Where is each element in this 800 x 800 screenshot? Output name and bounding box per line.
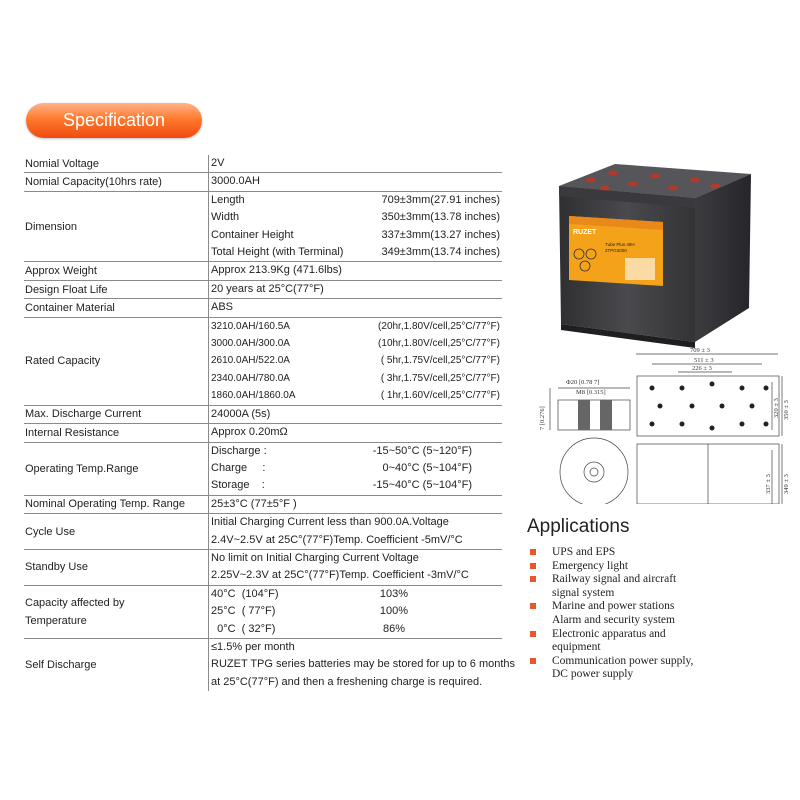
row-value: 20 years at 25°C(77°F) [211, 282, 324, 295]
row-container-material [24, 299, 502, 317]
temp-value: -15~50°C (5~120°F) [372, 444, 472, 457]
row-label: Self Discharge [25, 659, 97, 672]
dim-label: 337 ± 3 [765, 474, 772, 494]
row-label-line: Capacity affected by [25, 596, 125, 609]
standby-line: 2.25V~2.3V at 25C°(77°F)Temp. Coefficient -3mV/°C [211, 569, 469, 582]
row-label: Max. Discharge Current [25, 408, 142, 421]
row-approx-weight [24, 262, 502, 280]
bullet-icon [530, 631, 536, 637]
temp-point: 25°C ( 77°F) [211, 605, 276, 618]
row-nominal-voltage [24, 155, 502, 173]
capacity-condition: (10hr,1.80V/cell,25°C/77°F) [378, 338, 500, 350]
row-standby-use [24, 550, 502, 586]
row-value: 2V [211, 157, 225, 169]
dim-label: 320 ± 3 [773, 398, 780, 418]
row-value: 3000.0AH [211, 175, 260, 188]
row-value: 24000A (5s) [211, 407, 271, 420]
temp-name: Storage : [211, 479, 265, 492]
bullet-icon [530, 549, 536, 555]
dim-label: 7 [0.276] [539, 406, 546, 430]
capacity-condition: ( 1hr,1.60V/cell,25°C/77°F) [380, 390, 500, 402]
capacity-condition: ( 3hr,1.75V/cell,25°C/77°F) [380, 372, 500, 384]
application-text: signal system [552, 586, 615, 599]
application-text: DC power supply [552, 668, 634, 681]
bullet-icon [530, 603, 536, 609]
dim-value: 337±3mm(13.27 inches) [381, 228, 500, 241]
self-discharge-line: ≤1.5% per month [211, 640, 295, 653]
row-label: Nomial Voltage [25, 157, 99, 170]
applications-title: Applications [527, 516, 630, 537]
dim-name: Width [211, 211, 240, 224]
row-label: Design Float Life [25, 283, 108, 296]
application-text: Emergency light [552, 559, 629, 572]
row-design-float-life [24, 281, 502, 299]
application-text: Alarm and security system [552, 613, 675, 626]
row-label: Rated Capacity [25, 355, 101, 368]
spec-table [24, 155, 516, 691]
dim-name: Container Height [211, 228, 294, 241]
row-value: ABS [211, 301, 234, 314]
dim-label: 350 ± 3 [783, 400, 790, 420]
model-code: 2TPG3000 [605, 248, 627, 253]
capacity-value: 3000.0AH/300.0A [211, 338, 290, 350]
application-item [530, 546, 693, 560]
application-text: Electronic apparatus and [552, 627, 666, 640]
capacity-value: 2340.0AH/780.0A [211, 372, 290, 384]
capacity-percent: 86% [382, 622, 406, 635]
dim-label: 226 ± 3 [692, 365, 712, 372]
row-cycle-use [24, 514, 502, 550]
dim-label: M8 [0.315] [576, 389, 606, 396]
capacity-value: 1860.0AH/1860.0A [211, 390, 296, 402]
temp-name: Charge : [211, 461, 266, 474]
row-value: 25±3°C (77±5°F ) [211, 497, 297, 510]
row-capacity-temperature [24, 586, 502, 639]
application-text: equipment [552, 641, 601, 654]
applications-list [530, 546, 693, 682]
row-label: Nomial Capacity(10hrs rate) [25, 176, 162, 189]
self-discharge-line: at 25°C(77°F) and then a freshening charge is required. [211, 675, 483, 688]
row-label-line: Temperature [25, 614, 87, 627]
row-label: Standby Use [25, 561, 88, 574]
capacity-percent: 100% [379, 605, 409, 618]
dim-value: 349±3mm(13.74 inches) [381, 246, 500, 259]
application-text: Communication power supply, [552, 654, 694, 667]
temp-value: -15~40°C (5~104°F) [372, 479, 472, 492]
row-label: Container Material [25, 301, 115, 314]
battery-image [555, 158, 755, 353]
application-item [530, 628, 693, 655]
specification-badge: Specification [26, 103, 202, 138]
row-value: Approx 213.9Kg (471.6lbs) [211, 264, 342, 277]
capacity-value: 3210.0AH/160.5A [211, 320, 290, 332]
row-label: Cycle Use [25, 525, 76, 538]
temp-point: 0°C ( 32°F) [211, 622, 276, 635]
row-operating-temp [24, 443, 502, 496]
dim-value: 709±3mm(27.91 inches) [381, 193, 500, 206]
application-text: Railway signal and aircraft [552, 573, 677, 586]
dim-name: Total Height (with Terminal) [211, 246, 344, 259]
temp-point: 40°C (104°F) [211, 587, 279, 600]
row-dimension [24, 192, 502, 263]
temp-name: Discharge : [211, 444, 267, 457]
application-text: Marine and power stations [552, 600, 675, 613]
application-item [530, 560, 693, 574]
bullet-icon [530, 576, 536, 582]
application-item [530, 600, 693, 627]
dimension-drawing [532, 344, 792, 504]
application-item [530, 655, 693, 682]
model-label: Tube Plus 48H [605, 242, 635, 247]
row-max-discharge [24, 406, 502, 424]
dim-label: 709 ± 3 [690, 347, 710, 354]
row-label: Internal Resistance [25, 426, 120, 439]
dim-label: 349 ± 3 [783, 474, 790, 494]
dim-label: Φ20 [0.78 7] [566, 379, 600, 386]
capacity-condition: (20hr,1.80V/cell,25°C/77°F) [378, 320, 500, 332]
row-label: Nominal Operating Temp. Range [25, 498, 185, 511]
row-rated-capacity [24, 318, 502, 406]
capacity-condition: ( 5hr,1.75V/cell,25°C/77°F) [380, 355, 500, 367]
row-internal-resistance [24, 424, 502, 442]
row-label: Approx Weight [25, 265, 97, 278]
capacity-percent: 103% [379, 587, 409, 600]
bullet-icon [530, 658, 536, 664]
standby-line: No limit on Initial Charging Current Voltage [211, 551, 419, 564]
self-discharge-line: RUZET TPG series batteries may be stored for up to 6 months [211, 658, 516, 671]
dim-value: 350±3mm(13.78 inches) [381, 211, 500, 224]
row-value: Approx 0.20mΩ [211, 426, 288, 439]
application-item [530, 573, 693, 600]
row-label: Dimension [25, 220, 77, 233]
dim-label: 511 ± 3 [694, 357, 714, 364]
row-label: Operating Temp.Range [25, 462, 139, 475]
row-nominal-capacity [24, 173, 502, 191]
dim-name: Length [211, 193, 245, 206]
row-self-discharge [24, 639, 516, 691]
capacity-value: 2610.0AH/522.0A [211, 355, 290, 367]
brand-label: RUZET [573, 229, 597, 236]
cycle-line: Initial Charging Current less than 900.0A.Voltage [211, 516, 449, 529]
application-text: UPS and EPS [552, 546, 616, 558]
cycle-line: 2.4V~2.5V at 25C°(77°F)Temp. Coefficient -5mV/°C [211, 533, 463, 546]
bullet-icon [530, 563, 536, 569]
row-nominal-operating-temp [24, 496, 502, 514]
row-label [24, 586, 208, 638]
temp-value: 0~40°C (5~104°F) [382, 461, 472, 474]
